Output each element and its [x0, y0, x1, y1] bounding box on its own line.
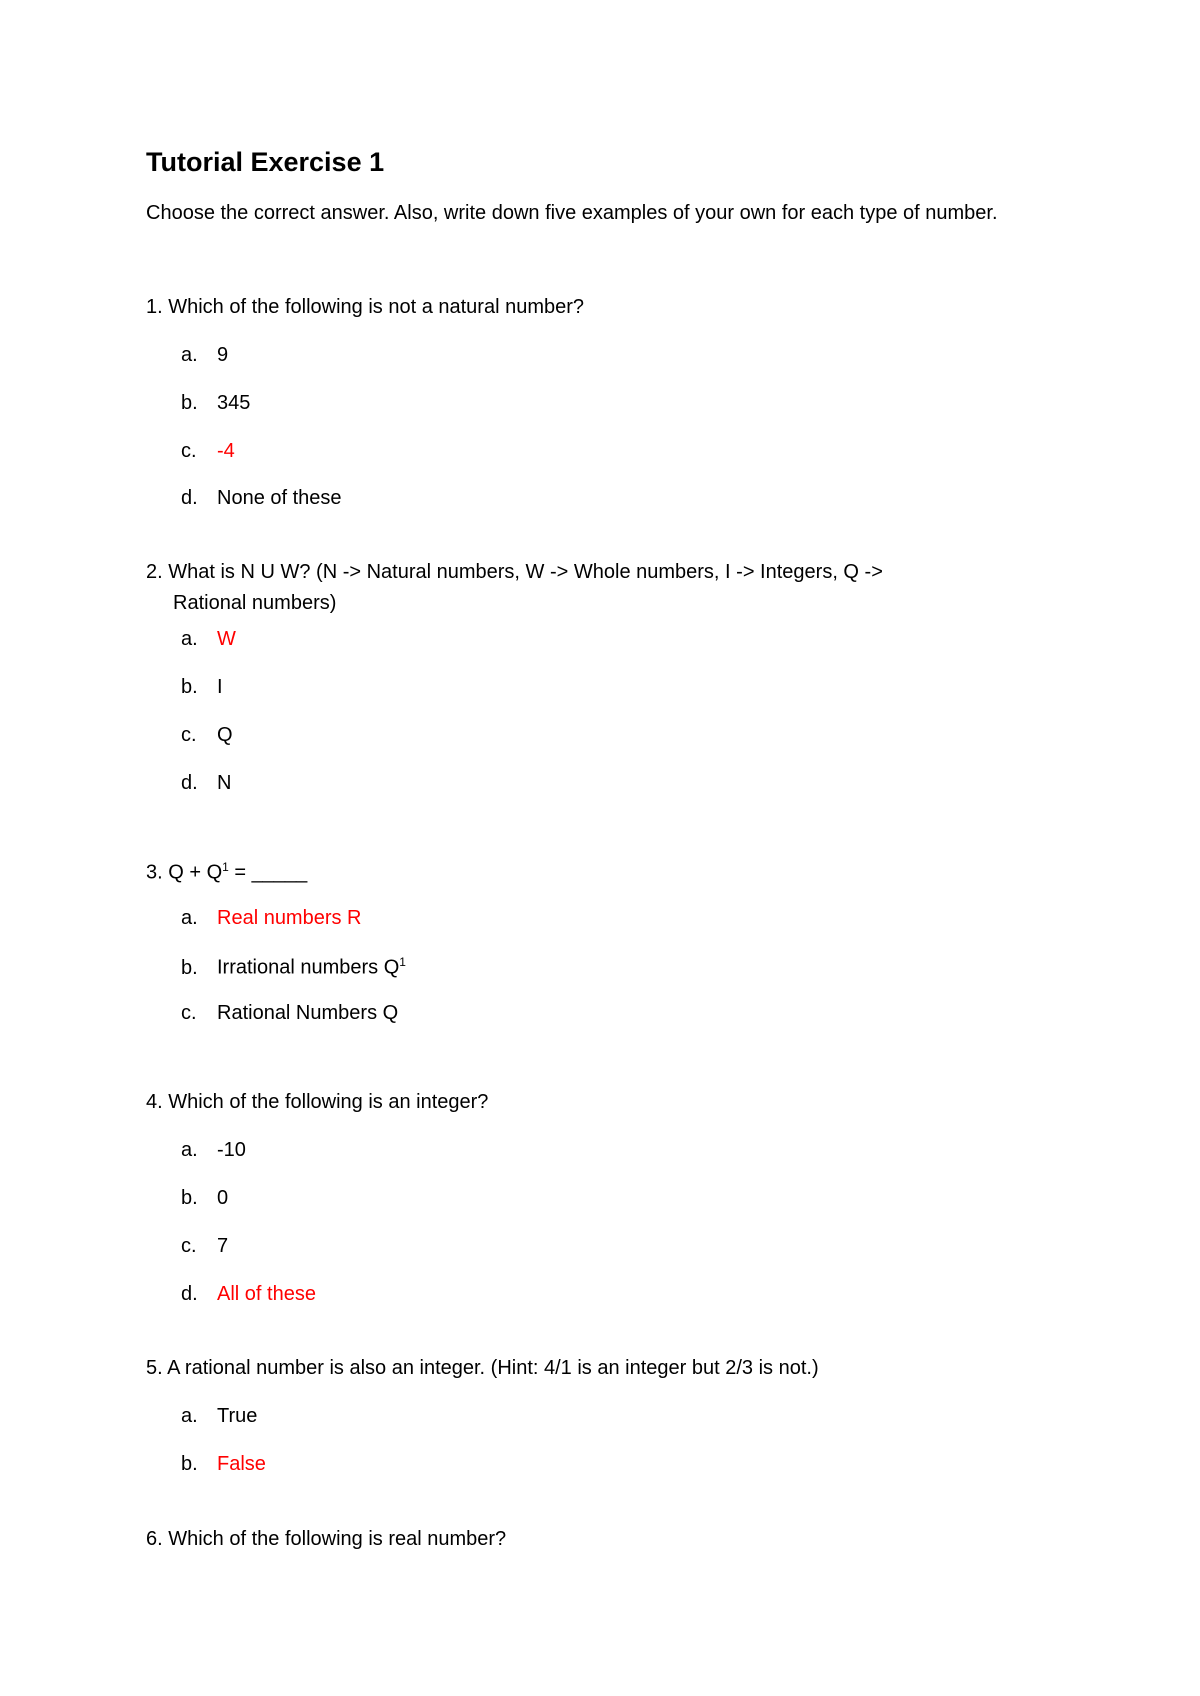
q1-option-d — [181, 487, 342, 510]
q1-option-c — [181, 440, 235, 463]
option-letter: d. — [181, 772, 198, 794]
question-4: 4. Which of the following is an integer? — [146, 1091, 489, 1113]
option-letter: c. — [181, 724, 197, 746]
option-letter: b. — [181, 392, 198, 414]
option-letter: d. — [181, 1283, 198, 1305]
question-2-line-1: 2. What is N U W? (N -> Natural numbers, W -> Whole numbers, I -> Integers, Q -> — [146, 561, 883, 583]
question-3-suffix: = _____ — [228, 861, 308, 884]
option-letter: b. — [181, 956, 198, 979]
option-text: Irrational numbers Q — [217, 956, 400, 979]
q4-option-b — [181, 1187, 228, 1210]
option-text-correct: All of these — [217, 1283, 316, 1305]
option-text: 345 — [217, 392, 251, 414]
option-superscript: 1 — [399, 955, 406, 969]
q3-option-b — [181, 955, 406, 980]
option-text-correct: False — [217, 1453, 266, 1475]
q3-option-a — [181, 907, 362, 930]
instructions: Choose the correct answer. Also, write down five examples of your own for each type of number. — [146, 202, 998, 224]
option-letter: b. — [181, 1453, 198, 1475]
option-text: Q — [217, 724, 233, 746]
q2-option-b — [181, 676, 223, 699]
q3-option-c — [181, 1002, 398, 1025]
option-text: 0 — [217, 1187, 229, 1209]
question-2-line-2: Rational numbers) — [173, 592, 337, 614]
question-3-prefix: 3. Q + Q — [146, 861, 223, 884]
option-text: Rational Numbers Q — [217, 1002, 399, 1024]
q5-option-a — [181, 1405, 257, 1428]
option-text-correct: -4 — [217, 440, 235, 462]
q1-option-a — [181, 344, 228, 367]
question-1: 1. Which of the following is not a natural number? — [146, 296, 585, 318]
option-text: 9 — [217, 344, 229, 366]
q2-option-c — [181, 724, 233, 747]
option-text: 7 — [217, 1235, 229, 1257]
option-text: N — [217, 772, 232, 794]
option-text: True — [217, 1405, 258, 1427]
option-letter: a. — [181, 1139, 198, 1161]
option-text: I — [217, 676, 223, 698]
q2-option-d — [181, 772, 231, 795]
question-3 — [146, 860, 307, 885]
option-text: -10 — [217, 1139, 246, 1161]
question-6: 6. Which of the following is real number? — [146, 1528, 507, 1550]
option-letter: c. — [181, 440, 197, 462]
option-letter: b. — [181, 1187, 198, 1209]
q5-option-b — [181, 1453, 266, 1476]
q4-option-c — [181, 1235, 228, 1258]
page-title: Tutorial Exercise 1 — [146, 147, 385, 177]
q2-option-a — [181, 628, 236, 651]
option-letter: a. — [181, 907, 198, 929]
q4-option-d — [181, 1283, 316, 1306]
option-letter: a. — [181, 344, 198, 366]
q1-option-b — [181, 392, 250, 415]
q4-option-a — [181, 1139, 246, 1162]
option-letter: a. — [181, 1405, 198, 1427]
question-2 — [146, 557, 996, 619]
option-letter: a. — [181, 628, 198, 650]
question-5: 5. A rational number is also an integer. (Hint: 4/1 is an integer but 2/3 is not.) — [146, 1357, 819, 1379]
option-letter: c. — [181, 1002, 197, 1024]
option-letter: c. — [181, 1235, 197, 1257]
option-letter: b. — [181, 676, 198, 698]
question-3-superscript: 1 — [222, 860, 229, 874]
option-text-correct: Real numbers R — [217, 907, 362, 929]
option-text: None of these — [217, 487, 342, 509]
option-letter: d. — [181, 487, 198, 509]
option-text-correct: W — [217, 628, 236, 650]
